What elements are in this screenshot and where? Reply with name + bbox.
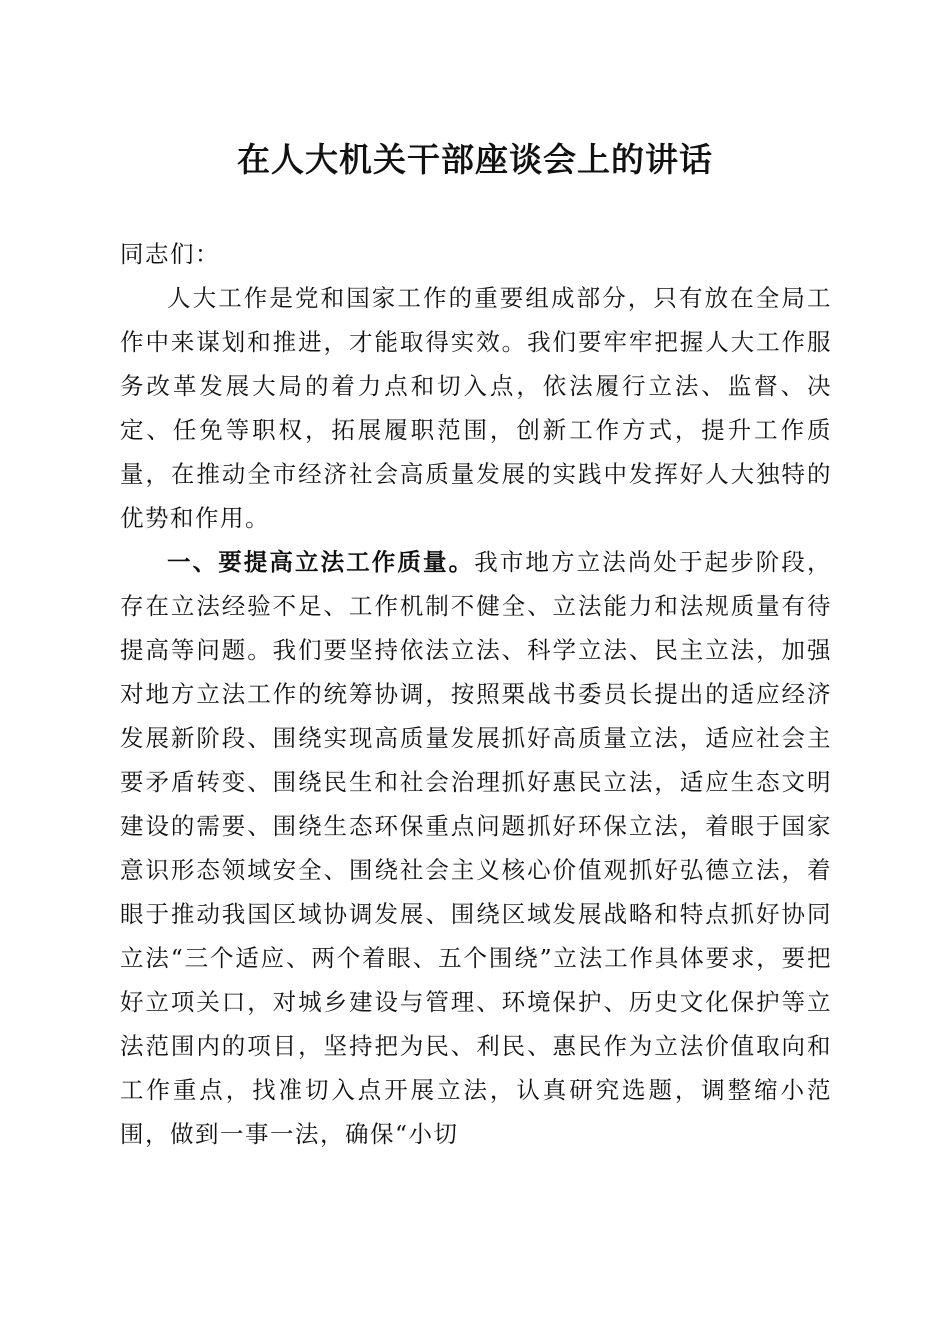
paragraph-section-1-text: 我市地方立法尚处于起步阶段，存在立法经验不足、工作机制不健全、立法能力和法规质量有待提高等问题。我们要坚持依法立法、科学立法、民主立法，加强对地方立法工作的统筹协调，按照栗战书委员长提出的适应经济发展新阶段、围绕实现高质量发展抓好高质量立法，适应社会主要矛盾转变、围绕民生和社会治理抓好惠民立法，适应生态文明建设的需要、围绕生态环保重点问题抓好环保立法，着眼于国家意识形态领域安全、围绕社会主义核心价值观抓好弘德立法，着眼于推动我国区域协调发展、围绕区域发展战略和特点抓好协同立法“三个适应、两个着眼、五个围绕”立法工作具体要求，要把好立项关口，对城乡建设与管理、环境保护、历史文化保护等立法范围内的项目，坚持把为民、利民、惠民作为立法价值取向和工作重点，找准切入点开展立法，认真研究选题，调整缩小范围，做到一事一法，确保“小切	[120, 548, 833, 1148]
section-1-heading: 一、要提高立法工作质量。	[167, 548, 475, 576]
salutation: 同志们：	[120, 240, 220, 268]
paragraph-intro-text: 人大工作是党和国家工作的重要组成部分，只有放在全局工作中来谋划和推进，才能取得实效。我们要牢牢把握人大工作服务改革发展大局的着力点和切入点，依法履行立法、监督、决定、任免等职权，拓展履职范围，创新工作方式，提升工作质量，在推动全市经济社会高质量发展的实践中发挥好人大独特的优势和作用。	[120, 284, 832, 532]
paragraph-section-1	[120, 540, 832, 1156]
document-body	[120, 232, 832, 1156]
document-title: 在人大机关干部座谈会上的讲话	[237, 140, 713, 179]
paragraph-intro	[120, 276, 832, 540]
